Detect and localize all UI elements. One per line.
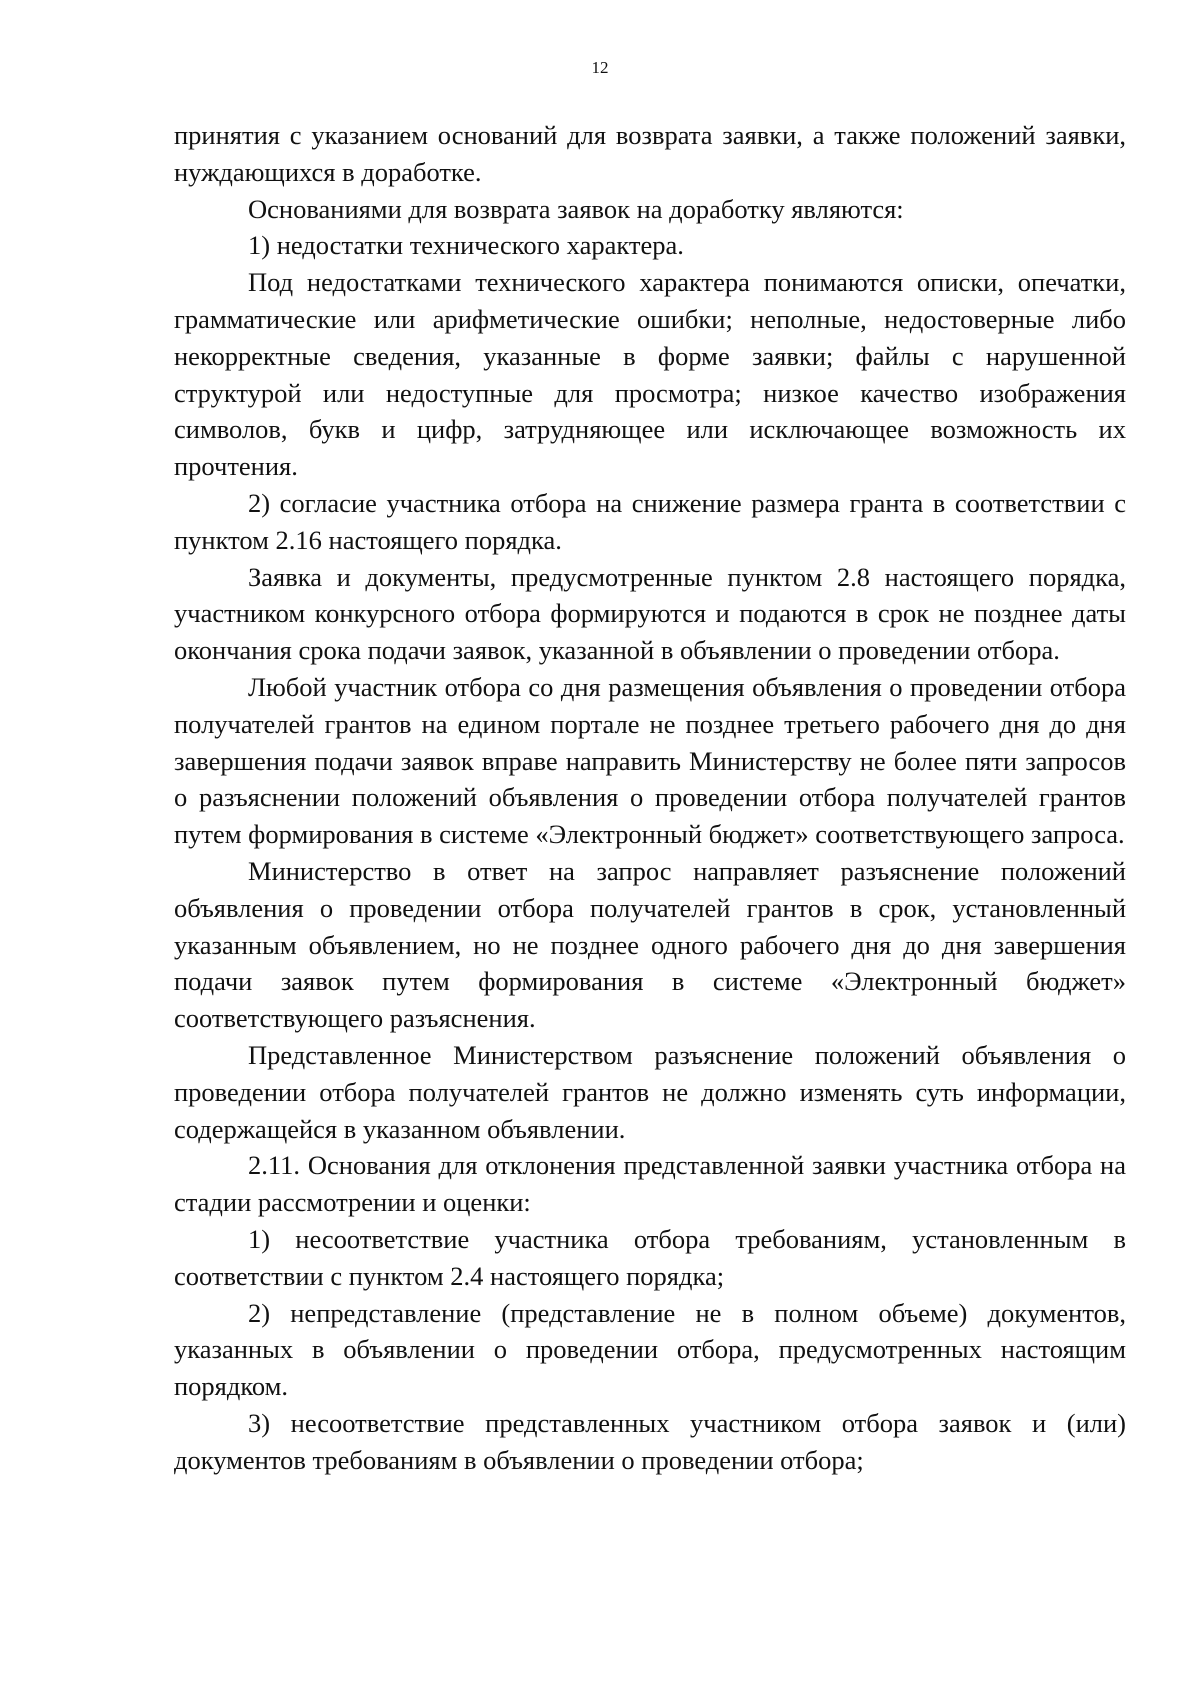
- paragraph-technical-flaws-definition: Под недостатками технического характера понимаются описки, опечатки, грамматические или арифметические ошибки; неполные, недостоверные либо некорректные сведения, указанные в форме заявки; файлы с нарушенной структурой или недоступные для просмотра; низкое качество изображения символов, букв и цифр, затрудняющее или исключающее возможность их прочтения.: [174, 267, 1126, 482]
- document-body: [174, 117, 1126, 1478]
- paragraph-ministry-response: Министерство в ответ на запрос направляет разъяснение положений объявления о проведении отбора получателей грантов в срок, установленный указанным объявлением, но не позднее одного рабочего дня до дня завершения подачи заявок путем формирования в системе «Электронный бюджет» соответствующего разъяснения.: [174, 855, 1126, 1034]
- paragraph-item-technical-flaws: 1) недостатки технического характера.: [248, 230, 684, 261]
- page-number: 12: [591, 58, 609, 77]
- paragraph-section-2-11: 2.11. Основания для отклонения представленной заявки участника отбора на стадии рассмотрении и оценки:: [174, 1150, 1126, 1218]
- paragraph-clarification-requests: Любой участник отбора со дня размещения объявления о проведении отбора получателей грантов на едином портале не позднее третьего рабочего дня до дня завершения подачи заявок вправе направить Министерству не более пяти запросов о разъяснении положений объявления о проведении отбора получателей грантов путем формирования в системе «Электронный бюджет» соответствующего запроса.: [174, 671, 1126, 850]
- paragraph-rejection-item-3: 3) несоответствие представленных участником отбора заявок и (или) документов требованиям в объявлении о проведении отбора;: [174, 1407, 1126, 1475]
- paragraph-item-grant-reduction: 2) согласие участника отбора на снижение размера гранта в соответствии с пунктом 2.16 настоящего порядка.: [174, 487, 1126, 555]
- paragraph-return-grounds-intro: Основаниями для возврата заявок на доработку являются:: [248, 193, 904, 224]
- paragraph-rejection-item-2: 2) непредставление (представление не в полном объеме) документов, указанных в объявлении о проведении отбора, предусмотренных настоящим порядком.: [174, 1297, 1126, 1402]
- paragraph-rejection-item-1: 1) несоответствие участника отбора требованиям, установленным в соответствии с пунктом 2.4 настоящего порядка;: [174, 1223, 1126, 1291]
- paragraph-clarification-scope: Представленное Министерством разъяснение положений объявления о проведении отбора получателей грантов не должно изменять суть информации, содержащейся в указанном объявлении.: [174, 1039, 1126, 1144]
- paragraph-continuation: принятия с указанием оснований для возврата заявки, а также положений заявки, нуждающихся в доработке.: [174, 120, 1126, 187]
- paragraph-submission-deadline: Заявка и документы, предусмотренные пунктом 2.8 настоящего порядка, участником конкурсного отбора формируются и подаются в срок не позднее даты окончания срока подачи заявок, указанной в объявлении о проведении отбора.: [174, 561, 1126, 666]
